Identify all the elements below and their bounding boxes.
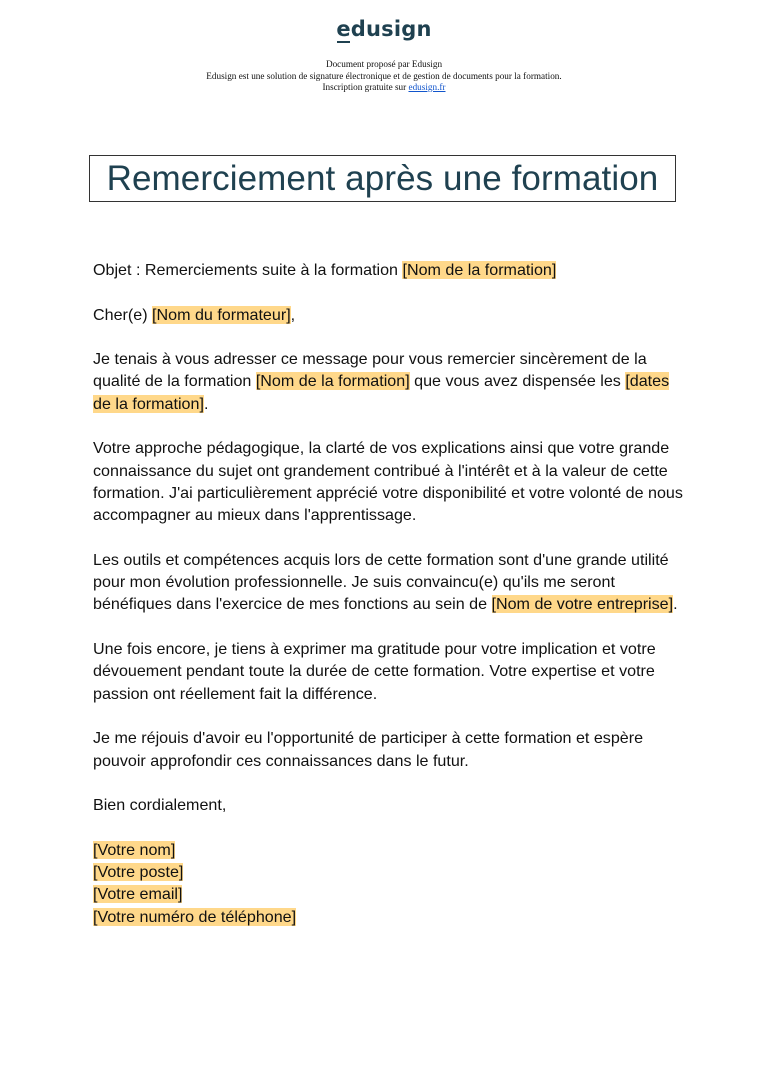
- paragraph-3: [93, 549, 683, 616]
- signature-name-line: [93, 839, 683, 861]
- placeholder-your-email: [Votre email]: [93, 885, 183, 904]
- p1-text-2: que vous avez dispensée les: [409, 372, 626, 391]
- placeholder-trainer-name: [Nom du formateur]: [152, 305, 291, 324]
- paragraph-1: [93, 348, 683, 415]
- closing: Bien cordialement,: [93, 796, 227, 815]
- placeholder-your-position: [Votre poste]: [93, 863, 184, 882]
- p3-text-2: .: [673, 595, 678, 614]
- placeholder-training-name: [Nom de la formation]: [255, 372, 410, 391]
- title-box: [89, 155, 676, 202]
- promo-line-3-text: Inscription gratuite sur: [322, 82, 409, 92]
- placeholder-training-name: [Nom de la formation]: [402, 261, 557, 279]
- signature-block: [93, 839, 683, 928]
- signature-position-line: [93, 861, 683, 883]
- subject-text: Objet : Remerciements suite à la formation: [93, 261, 403, 279]
- signature-email-line: [93, 883, 683, 905]
- edusign-logo: [0, 17, 768, 41]
- placeholder-training-dates: [dates de la formation]: [93, 372, 670, 413]
- letter-body: [93, 259, 683, 928]
- p1-text-3: .: [203, 394, 209, 413]
- promo-line-1: Document proposé par Edusign: [325, 59, 443, 69]
- placeholder-company-name: [Nom de votre entreprise]: [491, 595, 674, 614]
- logo-rest: dusign: [350, 17, 432, 41]
- p1-text-1: Je tenais à vous adresser ce message pour vous remercier sincèrement de la qualité de la formation: [93, 350, 647, 391]
- paragraph-5: Je me réjouis d'avoir eu l'opportunité de participer à cette formation et espère pouvoir approfondir ces connaissances dans le futur.: [93, 729, 644, 770]
- placeholder-your-name: [Votre nom]: [93, 840, 176, 859]
- page-title: Remerciement après une formation: [106, 158, 659, 198]
- logo-first-letter: e: [336, 17, 351, 41]
- greeting-text: Cher(e): [93, 305, 153, 324]
- promo-block: [0, 59, 768, 94]
- p3-text-1: Les outils et compétences acquis lors de cette formation sont d'une grande utilité pour mon évolution professionnelle. Je suis convaincu(e) qu'ils me seront bénéfiques dans l'exercice de mes fonctions au sein de: [93, 550, 669, 614]
- edusign-link[interactable]: edusign.fr: [408, 82, 446, 92]
- subject-line: [93, 259, 683, 281]
- paragraph-4: Une fois encore, je tiens à exprimer ma gratitude pour votre implication et votre dévouement pendant toute la durée de cette formation. Votre expertise et votre passion ont réellement fait la différence.: [93, 640, 656, 703]
- signature-phone-line: [93, 906, 683, 928]
- promo-line-2: Edusign est une solution de signature électronique et de gestion de documents pour la formation.: [206, 70, 562, 81]
- greeting-comma: ,: [290, 305, 296, 324]
- greeting: [93, 304, 683, 326]
- placeholder-your-phone: [Votre numéro de téléphone]: [93, 907, 297, 926]
- paragraph-2: Votre approche pédagogique, la clarté de vos explications ainsi que votre grande connaissance du sujet ont grandement contribué à l'intérêt et à la valeur de cette formation. J'ai particulièrement apprécié votre disponibilité et votre volonté de nous accompagner au mieux dans l'apprentissage.: [93, 439, 683, 525]
- promo-line-3: [0, 82, 768, 94]
